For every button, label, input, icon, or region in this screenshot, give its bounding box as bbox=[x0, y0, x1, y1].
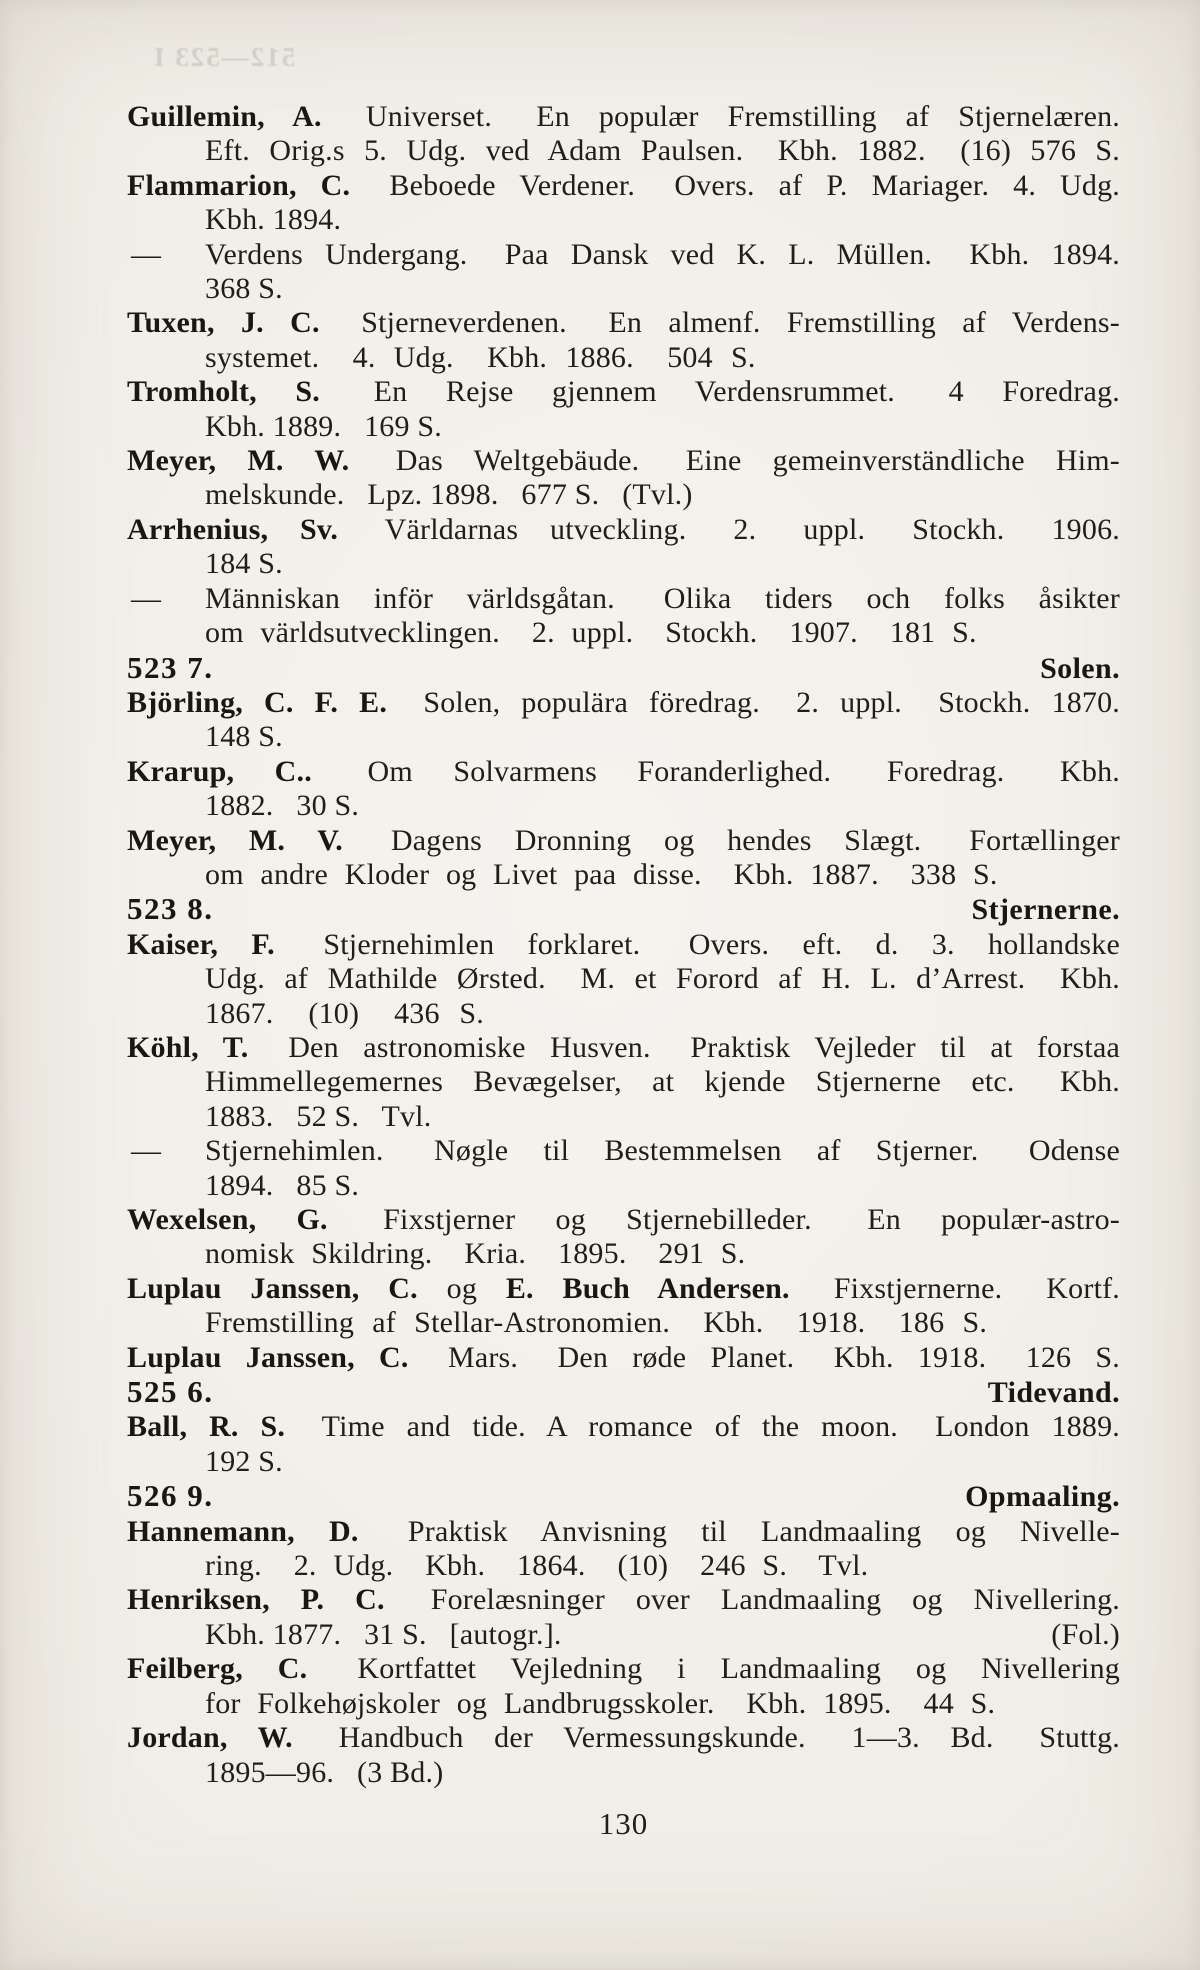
bib-line bbox=[127, 789, 1120, 823]
author-name: Henriksen, P. C. bbox=[127, 1583, 385, 1617]
author-name: Meyer, M. W. bbox=[127, 444, 350, 478]
bib-line bbox=[127, 1031, 1120, 1065]
entry-text: Fremstilling af Stellar-Astronomien. Kbh. 1918. 186 S. bbox=[205, 1306, 988, 1340]
section-title: Stjernerne. bbox=[971, 893, 1120, 927]
author-name: Jordan, W. bbox=[127, 1721, 293, 1755]
bib-line bbox=[127, 100, 1120, 134]
bib-line bbox=[127, 1687, 1120, 1721]
entry-text: melskunde. Lpz. 1898. 677 S. (Tvl.) bbox=[205, 478, 693, 512]
bib-line bbox=[127, 755, 1120, 789]
author-name: Flammarion, C. bbox=[127, 168, 351, 202]
section-title: Tidevand. bbox=[987, 1376, 1120, 1410]
page-number: 130 bbox=[598, 1806, 649, 1841]
entry-text: for Folkehøjskoler og Landbrugsskoler. Kbh. 1895. 44 S. bbox=[205, 1686, 996, 1720]
entry-text: Fixstjerner og Stjernebilleder. En populær-astro- bbox=[327, 1203, 1120, 1236]
entry-text: Människan inför världsgåtan. Olika tiders och folks åsikter bbox=[205, 581, 1120, 615]
entry-text: Universet. En populær Fremstilling af Stjernelæren. bbox=[321, 100, 1120, 133]
entry-text: systemet. 4. Udg. Kbh. 1886. 504 S. bbox=[205, 340, 756, 374]
author-name: Kaiser, F. bbox=[127, 927, 275, 961]
entry-text: 192 S. bbox=[205, 1444, 283, 1478]
bib-line bbox=[127, 478, 1120, 512]
entry-text: Time and tide. A romance of the moon. London 1889. bbox=[285, 1410, 1120, 1444]
bib-line bbox=[127, 134, 1120, 168]
author-name: Wexelsen, G. bbox=[127, 1203, 328, 1236]
entry-text: 184 S. bbox=[205, 547, 283, 581]
bib-line bbox=[127, 1721, 1120, 1755]
bib-line bbox=[127, 616, 1120, 650]
entry-text: 148 S. bbox=[205, 720, 283, 754]
author-name: Tuxen, J. C. bbox=[127, 306, 320, 340]
author-name: Ball, R. S. bbox=[127, 1410, 286, 1444]
entry-text: En Rejse gjennem Verdensrummet. 4 Foredrag. bbox=[319, 375, 1120, 409]
section-title: Solen. bbox=[1040, 651, 1120, 685]
bib-line bbox=[127, 444, 1120, 478]
bib-line bbox=[127, 238, 1120, 272]
entry-text: Beboede Verdener. Overs. af P. Mariager. 4. Udg. bbox=[350, 168, 1120, 202]
bib-line bbox=[127, 1203, 1120, 1237]
section-heading bbox=[127, 1479, 1120, 1514]
entry-text: 1867. (10) 436 S. bbox=[205, 996, 484, 1030]
entry-text: Stjerneverdenen. En almenf. Fremstilling af Verdens- bbox=[319, 306, 1120, 340]
entry-text: Das Weltgebäude. Eine gemeinverständliche Him- bbox=[349, 444, 1120, 478]
section-number: 523 8. bbox=[127, 891, 214, 927]
author-name: Meyer, M. V. bbox=[127, 823, 343, 857]
bib-line bbox=[127, 1618, 1120, 1652]
bib-line bbox=[127, 410, 1120, 444]
section-heading bbox=[127, 1375, 1120, 1410]
same-author-dash: — bbox=[131, 1134, 162, 1168]
bib-line bbox=[127, 169, 1120, 203]
entry-text: Kbh. 1889. 169 S. bbox=[205, 409, 442, 443]
entry-text: Udg. af Mathilde Ørsted. M. et Forord af H. L. d’Arrest. Kbh. bbox=[205, 962, 1120, 996]
section-number: 525 6. bbox=[127, 1374, 214, 1410]
author-name: Björling, C. F. E. bbox=[127, 685, 388, 719]
bib-line bbox=[127, 1583, 1120, 1617]
entry-text: nomisk Skildring. Kria. 1895. 291 S. bbox=[205, 1237, 746, 1271]
bib-line bbox=[127, 1410, 1120, 1444]
bib-line bbox=[127, 997, 1120, 1031]
entry-text: Dagens Dronning og hendes Slægt. Fortællinger bbox=[342, 823, 1120, 857]
bib-line bbox=[127, 1100, 1120, 1134]
bib-line bbox=[127, 1306, 1120, 1340]
section-heading bbox=[127, 892, 1120, 927]
author-name: Guillemin, A. bbox=[127, 100, 322, 133]
bib-line bbox=[127, 928, 1120, 962]
section-number: 526 9. bbox=[127, 1478, 214, 1514]
entry-text: Eft. Orig.s 5. Udg. ved Adam Paulsen. Kbh. 1882. (16) 576 S. bbox=[205, 134, 1120, 168]
bib-line bbox=[127, 1652, 1120, 1686]
entry-text: 368 S. bbox=[205, 272, 283, 306]
same-author-dash: — bbox=[131, 581, 162, 615]
bib-line bbox=[127, 824, 1120, 858]
bib-line bbox=[127, 1065, 1120, 1099]
bib-line bbox=[127, 858, 1120, 892]
entry-text: Den astronomiske Husven. Praktisk Vejleder til at forstaa bbox=[248, 1030, 1120, 1064]
entry-text: Mars. Den røde Planet. Kbh. 1918. 126 S. bbox=[408, 1340, 1120, 1374]
bib-line bbox=[127, 513, 1120, 547]
bibliography-text-block bbox=[127, 100, 1120, 1790]
author-name: Feilberg, C. bbox=[127, 1652, 308, 1686]
section-number: 523 7. bbox=[127, 649, 214, 685]
bib-line bbox=[127, 1341, 1120, 1375]
author-name: Tromholt, S. bbox=[127, 375, 320, 409]
bib-line bbox=[127, 375, 1120, 409]
entry-text: Handbuch der Vermessungskunde. 1—3. Bd. Stuttg. bbox=[292, 1721, 1120, 1755]
entry-text: om världsutvecklingen. 2. uppl. Stockh. 1907. 181 S. bbox=[205, 616, 977, 650]
section-title: Opmaaling. bbox=[965, 1480, 1120, 1514]
author-name: Krarup, C.. bbox=[127, 754, 312, 788]
author-name: Hannemann, D. bbox=[127, 1514, 359, 1548]
bib-line bbox=[127, 341, 1120, 375]
bib-line bbox=[127, 720, 1120, 754]
author-name: Luplau Janssen, C. bbox=[127, 1340, 409, 1374]
entry-text: Solen, populära föredrag. 2. uppl. Stockh. 1870. bbox=[387, 685, 1120, 719]
bib-line bbox=[127, 1549, 1120, 1583]
entry-text: Forelæsninger over Landmaaling og Nivellering. bbox=[384, 1583, 1120, 1617]
entry-text: Om Solvarmens Foranderlighed. Foredrag. Kbh. bbox=[311, 754, 1120, 788]
format-note: (Fol.) bbox=[1051, 1617, 1120, 1651]
bib-line bbox=[127, 1515, 1120, 1549]
bib-line bbox=[127, 686, 1120, 720]
bib-line bbox=[127, 1169, 1120, 1203]
author-name: Köhl, T. bbox=[127, 1030, 249, 1064]
bib-line bbox=[127, 1756, 1120, 1790]
bib-line bbox=[127, 1134, 1120, 1168]
bib-line bbox=[127, 203, 1120, 237]
bib-line bbox=[127, 1237, 1120, 1271]
entry-text: og bbox=[417, 1271, 506, 1305]
entry-text: 1894. 85 S. bbox=[205, 1168, 360, 1202]
entry-text: 1895—96. (3 Bd.) bbox=[205, 1755, 444, 1789]
bib-line bbox=[127, 1445, 1120, 1479]
entry-text: Fixstjernerne. Kortf. bbox=[789, 1271, 1120, 1305]
bib-line bbox=[127, 1272, 1120, 1306]
bib-line bbox=[127, 272, 1120, 306]
entry-text: Himmellegemernes Bevægelser, at kjende Stjernerne etc. Kbh. bbox=[205, 1065, 1120, 1099]
entry-text: Kbh. 1894. bbox=[205, 203, 342, 237]
entry-text: 1882. 30 S. bbox=[205, 789, 360, 823]
entry-text: Världarnas utveckling. 2. uppl. Stockh. 1906. bbox=[338, 512, 1120, 546]
author-name: E. Buch Andersen. bbox=[505, 1271, 790, 1305]
entry-text: Praktisk Anvisning til Landmaaling og Nivelle- bbox=[358, 1514, 1120, 1548]
entry-text: Stjernehimlen. Nøgle til Bestemmelsen af Stjerner. Odense bbox=[205, 1134, 1120, 1168]
section-heading bbox=[127, 651, 1120, 686]
entry-text: Kbh. 1877. 31 S. [autogr.]. bbox=[205, 1617, 562, 1651]
entry-text: 1883. 52 S. Tvl. bbox=[205, 1099, 432, 1133]
entry-text: om andre Kloder og Livet paa disse. Kbh. 1887. 338 S. bbox=[205, 857, 998, 891]
bib-line bbox=[127, 547, 1120, 581]
bib-line bbox=[127, 306, 1120, 340]
bib-line bbox=[127, 582, 1120, 616]
author-name: Arrhenius, Sv. bbox=[127, 512, 339, 546]
entry-text: ring. 2. Udg. Kbh. 1864. (10) 246 S. Tvl. bbox=[205, 1549, 869, 1583]
same-author-dash: — bbox=[131, 237, 162, 271]
author-name: Luplau Janssen, C. bbox=[127, 1271, 418, 1305]
entry-text: Kortfattet Vejledning i Landmaaling og Nivellering bbox=[307, 1652, 1120, 1686]
bleedthrough-header-text: 512—523 I bbox=[152, 42, 296, 72]
entry-text: Stjernehimlen forklaret. Overs. eft. d. 3. hollandske bbox=[274, 927, 1121, 961]
bib-line bbox=[127, 962, 1120, 996]
entry-text: Verdens Undergang. Paa Dansk ved K. L. Müllen. Kbh. 1894. bbox=[205, 237, 1120, 271]
